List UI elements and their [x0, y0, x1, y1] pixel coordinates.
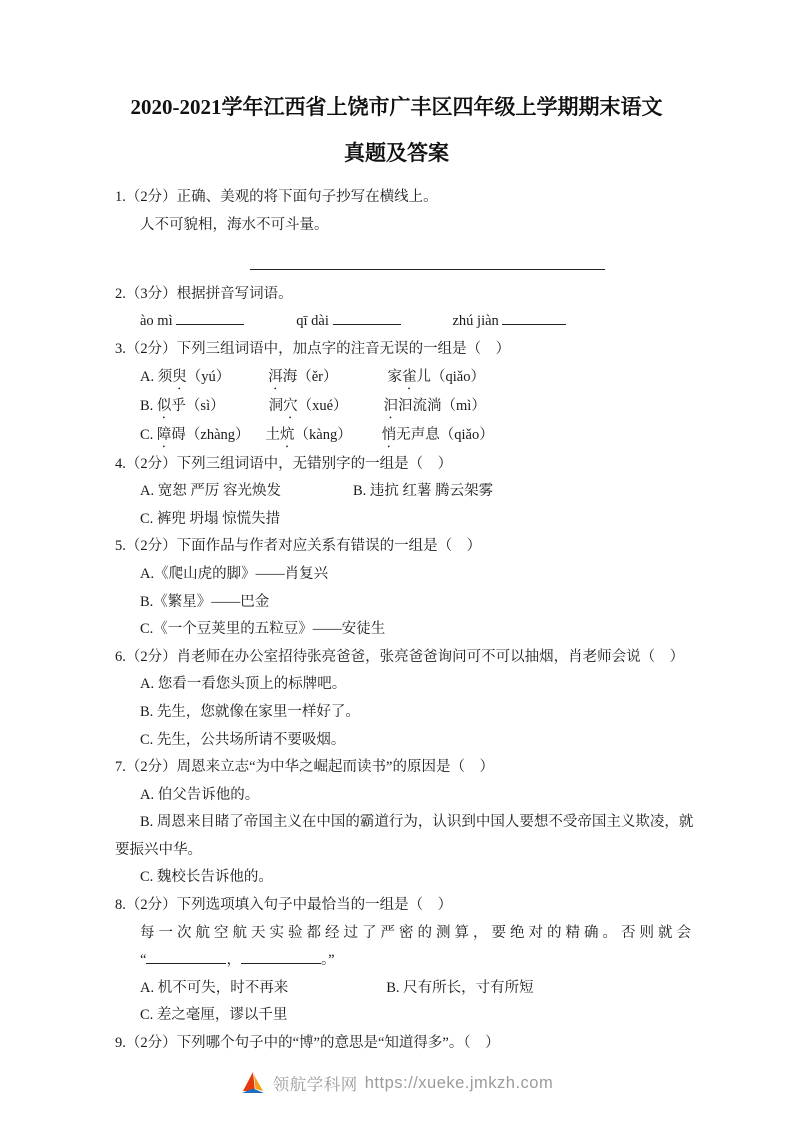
text-segment: 6.（2分）肖老师在办公室招待张亮爸爸，张亮爸爸询问可不可以抽烟，肖老师会说（ ） [115, 648, 685, 665]
text-line [140, 253, 683, 281]
text-line [140, 699, 683, 727]
text-segment: 洞 [268, 397, 284, 414]
text-segment: 海（ěr） [282, 368, 338, 385]
text-line [140, 782, 683, 810]
text-segment: 每一次航空航天实验都经过了严密的测算，要绝对的精确。否则就会 [140, 924, 695, 941]
footer-site-name: 领航学科网 [272, 1076, 358, 1094]
text-line [115, 644, 683, 672]
text-segment: 碍（zhàng） [171, 426, 250, 443]
text-segment: 8.（2分）下列选项填入句子中最恰当的一组是（ ） [115, 897, 453, 914]
answer-blank-line [502, 312, 566, 326]
text-segment: 汩流淌（mì） [398, 397, 486, 414]
text-line [140, 864, 683, 892]
text-line [115, 451, 683, 479]
text-line [140, 561, 683, 589]
text-line [140, 212, 683, 240]
text-segment: C.《一个豆荚里的五粒豆》——安徒生 [140, 621, 386, 638]
text-line [115, 754, 683, 782]
text-line [140, 478, 683, 506]
text-segment: 。” [320, 952, 335, 969]
text-segment: ào mì [140, 313, 177, 330]
text-line [140, 364, 683, 393]
spacer [250, 438, 266, 439]
dotted-character: 穴 [283, 397, 298, 414]
spacer [244, 324, 296, 325]
answer-blank-line [250, 256, 605, 270]
text-segment: （yú） [186, 368, 231, 385]
spacer [281, 494, 353, 495]
footer-url: https://xueke.jmkzh.com [364, 1073, 554, 1092]
dotted-character: 似 [156, 397, 172, 414]
text-line [140, 393, 683, 422]
text-segment: 3.（2分）下列三组词语中，加点字的注音无误的一组是（ ） [115, 340, 511, 357]
text-line [140, 422, 683, 451]
question-8 [115, 892, 695, 1030]
text-line [140, 589, 683, 617]
text-segment: A. 须 [140, 368, 173, 385]
text-line [140, 920, 695, 948]
answer-blank-line [176, 312, 244, 326]
text-line [140, 947, 683, 975]
text-line [140, 809, 694, 837]
document-title-line2: 真题及答案 [344, 141, 449, 165]
answer-blank-line [146, 950, 226, 964]
text-segment: C. 魏校长告诉他的。 [140, 869, 273, 886]
dotted-character: 炕 [280, 426, 295, 443]
text-segment: C. 裤兜 坍塌 惊慌失措 [140, 510, 281, 527]
text-segment: A. 机不可失，时不再来 [140, 979, 289, 996]
text-segment: B. 尺有所长，寸有所短 [386, 979, 534, 996]
text-segment: 2.（3分）根据拼音写词语。 [115, 285, 293, 302]
text-line [115, 837, 683, 865]
spacer [348, 409, 384, 410]
spacer [225, 409, 269, 410]
text-segment: B. 先生，您就像在家里一样好了。 [140, 703, 360, 720]
text-segment: （xué） [297, 397, 348, 414]
spacer [401, 324, 453, 325]
text-line [140, 506, 683, 534]
text-segment: 5.（2分）下面作品与作者对应关系有错误的一组是（ ） [115, 538, 482, 555]
text-line [140, 616, 683, 644]
dotted-character: 洱 [268, 368, 283, 385]
text-segment: ， [226, 952, 241, 969]
text-line [140, 975, 683, 1003]
question-4 [115, 451, 683, 534]
dotted-character: 雀 [402, 368, 417, 385]
text-line [115, 336, 683, 364]
text-segment: 土 [265, 426, 281, 443]
text-segment: B. 周恩来目睹了帝国主义在中国的霸道行为，认识到中国人要想不受帝国主义欺凌，就 [140, 814, 694, 831]
dotted-character: 悄 [381, 426, 397, 443]
text-segment: A. 伯父告诉他的。 [140, 786, 260, 803]
spacer [230, 380, 268, 381]
spacer [338, 380, 388, 381]
text-segment: A. 您看一看您头顶上的标牌吧。 [140, 676, 347, 693]
text-segment: C. [140, 426, 157, 443]
text-line [140, 1002, 683, 1030]
text-segment: 4.（2分）下列三组词语中，无错别字的一组是（ ） [115, 455, 453, 472]
question-9 [115, 1030, 683, 1058]
dotted-character: 臾 [172, 368, 187, 385]
site-logo-icon [240, 1070, 266, 1096]
text-segment: 家 [387, 368, 402, 385]
text-segment: 7.（2分）周恩来立志“为中华之崛起而读书”的原因是（ ） [115, 759, 494, 776]
text-line [115, 281, 683, 309]
text-line [115, 533, 683, 561]
document-title-line1: 2020-2021学年江西省上饶市广丰区四年级上学期期末语文 [130, 95, 663, 119]
question-6 [115, 644, 683, 754]
text-segment: A.《爬山虎的脚》——肖复兴 [140, 565, 329, 582]
text-segment: A. 宽恕 严厉 容光焕发 [140, 483, 281, 500]
text-segment: C. 先生，公共场所请不要吸烟。 [140, 731, 346, 748]
question-5 [115, 533, 683, 643]
text-line [140, 671, 683, 699]
text-segment: 人不可貌相，海水不可斗量。 [140, 216, 329, 233]
page-footer [0, 1070, 793, 1096]
text-segment: C. 差之毫厘，谬以千里 [140, 1007, 288, 1024]
text-line [140, 727, 683, 755]
spacer [140, 269, 250, 270]
text-line [115, 1030, 683, 1058]
question-1 [115, 184, 683, 281]
text-segment: B. 违抗 红薯 腾云架雾 [352, 483, 494, 500]
questions [0, 176, 793, 1058]
text-segment: 儿（qiǎo） [416, 368, 485, 385]
spacer [288, 991, 386, 992]
text-segment: zhú jiàn [452, 313, 503, 330]
document-title [0, 0, 793, 176]
question-7 [115, 754, 694, 892]
spacer [352, 438, 382, 439]
dotted-character: 障 [156, 426, 172, 443]
text-segment: 9.（2分）下列哪个句子中的“博”的意思是“知道得多”。（ ） [115, 1035, 500, 1052]
text-segment: 1.（2分）正确、美观的将下面句子抄写在横线上。 [115, 189, 438, 205]
question-2 [115, 281, 683, 336]
text-line [115, 184, 683, 212]
text-segment: “ [140, 952, 147, 969]
text-segment: 要振兴中华。 [115, 841, 202, 858]
text-segment: B. [140, 397, 157, 414]
text-segment: 无声息（qiǎo） [396, 426, 494, 443]
answer-blank-line [333, 312, 401, 326]
text-segment: （kàng） [294, 426, 352, 443]
text-line [115, 892, 683, 920]
dotted-character: 汩 [383, 397, 399, 414]
text-segment: 乎（sì） [171, 397, 225, 414]
text-segment: qī dài [296, 313, 333, 330]
answer-blank-line [241, 950, 321, 964]
text-segment: B.《繁星》——巴金 [140, 593, 270, 610]
text-line [140, 308, 683, 336]
site-logo-shape [240, 1070, 266, 1096]
question-3 [115, 336, 683, 451]
